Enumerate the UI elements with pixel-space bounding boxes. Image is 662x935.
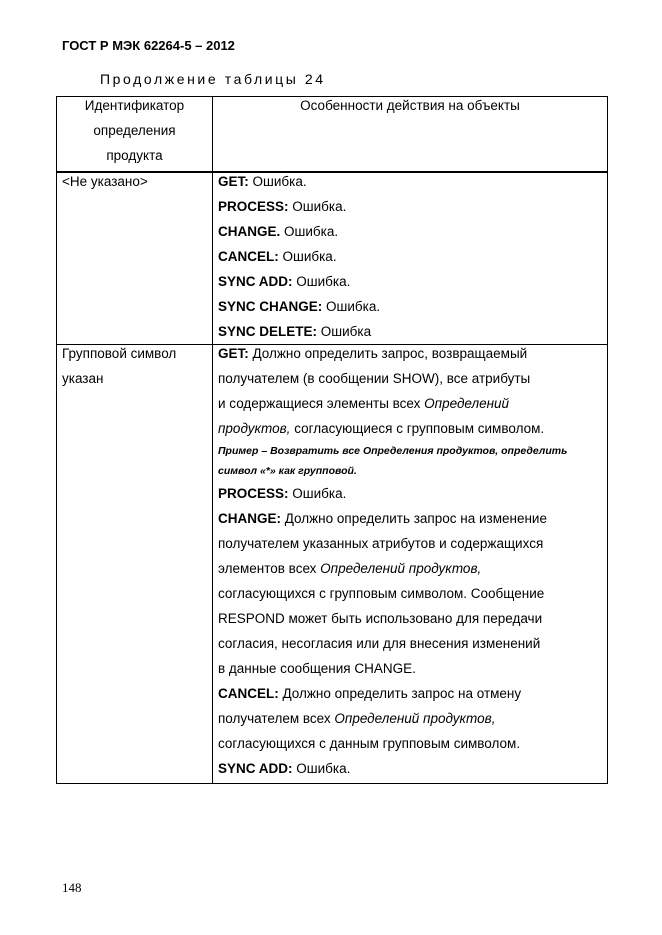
text-line xyxy=(218,581,607,606)
operation-label: CANCEL: xyxy=(218,686,279,701)
table-caption: Продолжение таблицы 24 xyxy=(100,71,326,87)
document-header: ГОСТ Р МЭК 62264-5 – 2012 xyxy=(62,38,235,53)
header-line: Идентификатор xyxy=(84,98,185,113)
text-line xyxy=(218,606,607,631)
text-segment: в данные сообщения CHANGE. xyxy=(218,661,416,676)
text-line xyxy=(218,681,607,706)
text-line xyxy=(218,706,607,731)
example-note: Пример – Возвратить все Определения продуктов, определить xyxy=(218,445,568,457)
text-segment: продуктов, xyxy=(218,421,291,436)
text-line xyxy=(218,481,607,506)
text-segment: Ошибка. xyxy=(288,199,347,214)
text-line xyxy=(218,416,607,441)
operation-label: CANCEL: xyxy=(218,249,279,264)
text-line xyxy=(218,756,607,781)
text-line xyxy=(218,441,607,461)
text-line xyxy=(218,391,607,416)
operation-label: SYNC ADD: xyxy=(218,761,293,776)
identifier-line: Групповой символ xyxy=(62,346,177,361)
table-row xyxy=(57,345,608,784)
table-row xyxy=(57,172,608,345)
header-line: Особенности действия на объекты xyxy=(300,98,520,113)
text-line xyxy=(218,461,607,481)
text-segment: Ошибка. xyxy=(278,249,337,264)
example-note: символ «*» как групповой. xyxy=(218,465,357,477)
operation-label: CHANGE. xyxy=(218,224,281,239)
text-segment: согласия, несогласия или для внесения изменений xyxy=(218,636,541,651)
operation-label: GET: xyxy=(218,174,249,189)
identifier-cell xyxy=(57,172,213,345)
text-line xyxy=(218,194,607,219)
operation-label: SYNC CHANGE: xyxy=(218,299,323,314)
text-segment: Ошибка. xyxy=(292,761,351,776)
table-header-row xyxy=(57,97,608,173)
text-segment: Должно определить запрос на отмену xyxy=(278,686,522,701)
operation-label: PROCESS: xyxy=(218,486,289,501)
text-segment: получателем указанных атрибутов и содержащихся xyxy=(218,536,544,551)
text-segment: элементов всех xyxy=(218,561,321,576)
operation-label: CHANGE: xyxy=(218,511,281,526)
text-line xyxy=(218,244,607,269)
header-line: продукта xyxy=(106,148,163,163)
text-line xyxy=(218,731,607,756)
operation-label: GET: xyxy=(218,346,249,361)
text-line xyxy=(218,219,607,244)
objects-table xyxy=(56,96,608,784)
text-segment: Ошибка xyxy=(317,324,372,339)
text-line xyxy=(218,631,607,656)
text-segment: Определений продуктов, xyxy=(334,711,496,726)
text-segment: согласующиеся с групповым символом. xyxy=(290,421,545,436)
operation-label: SYNC DELETE: xyxy=(218,324,318,339)
text-line xyxy=(218,506,607,531)
actions-cell xyxy=(213,172,608,345)
operation-label: SYNC ADD: xyxy=(218,274,293,289)
text-segment: согласующихся с групповым символом. Сообщение xyxy=(218,586,545,601)
text-segment: Ошибка. xyxy=(292,274,351,289)
text-segment: RESPOND может быть использовано для передачи xyxy=(218,611,543,626)
text-segment: Определений xyxy=(424,396,510,411)
actions-cell xyxy=(213,345,608,784)
header-line: определения xyxy=(93,123,176,138)
text-line xyxy=(218,269,607,294)
identifier-line: <Не указано> xyxy=(62,174,148,189)
operation-label: PROCESS: xyxy=(218,199,289,214)
text-line xyxy=(218,169,607,194)
text-segment: получателем всех xyxy=(218,711,335,726)
text-segment: согласующихся с данным групповым символом. xyxy=(218,736,521,751)
column-header-identifier xyxy=(57,97,213,173)
column-header-actions xyxy=(213,97,608,173)
identifier-line: указан xyxy=(62,371,104,386)
text-segment: Определений продуктов, xyxy=(320,561,482,576)
page-number: 148 xyxy=(62,880,82,895)
text-line xyxy=(218,556,607,581)
text-segment: Должно определить запрос на изменение xyxy=(281,511,547,526)
text-segment: Ошибка. xyxy=(280,224,339,239)
text-segment: Ошибка. xyxy=(322,299,381,314)
text-line xyxy=(218,294,607,319)
text-segment: и содержащиеся элементы всех xyxy=(218,396,425,411)
text-segment: получателем (в сообщении SHOW), все атрибуты xyxy=(218,371,531,386)
text-line xyxy=(218,341,607,366)
text-segment: Должно определить запрос, возвращаемый xyxy=(248,346,528,361)
text-line xyxy=(218,656,607,681)
text-segment: Ошибка. xyxy=(288,486,347,501)
text-line xyxy=(218,366,607,391)
text-line xyxy=(218,531,607,556)
identifier-cell xyxy=(57,345,213,784)
text-segment: Ошибка. xyxy=(248,174,307,189)
